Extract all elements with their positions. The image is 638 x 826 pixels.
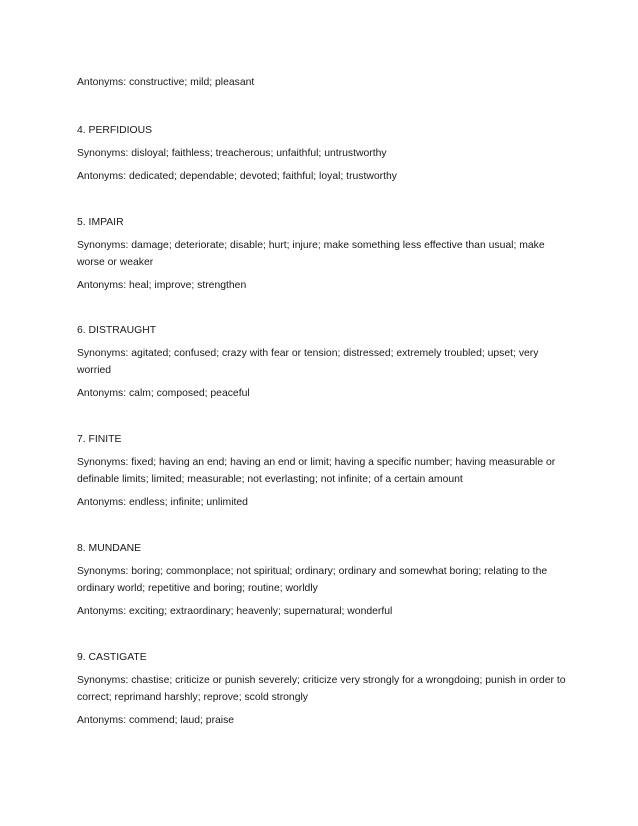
entry-heading: 8. MUNDANE <box>77 543 142 554</box>
antonyms-line: Antonyms: heal; improve; strengthen <box>77 280 247 291</box>
synonyms-line: Synonyms: disloyal; faithless; treacherous; unfaithful; untrustworthy <box>77 148 387 159</box>
antonyms-line: Antonyms: commend; laud; praise <box>77 715 235 726</box>
entry-heading: 9. CASTIGATE <box>77 652 147 663</box>
entry-heading: 6. DISTRAUGHT <box>77 325 157 336</box>
antonyms-line: Antonyms: constructive; mild; pleasant <box>77 77 255 88</box>
synonyms-line: Synonyms: fixed; having an end; having an end or limit; having a specific number; having measurable or definable limits; limited; measurable; not everlasting; not infinite; of a certain amount <box>77 457 556 485</box>
synonyms-line: Synonyms: agitated; confused; crazy with fear or tension; distressed; extremely troubled; upset; very worried <box>77 348 539 376</box>
antonyms-line: Antonyms: calm; composed; peaceful <box>77 388 250 399</box>
entry-heading: 4. PERFIDIOUS <box>77 125 153 136</box>
antonyms-line: Antonyms: exciting; extraordinary; heavenly; supernatural; wonderful <box>77 606 393 617</box>
antonyms-line: Antonyms: endless; infinite; unlimited <box>77 497 248 508</box>
entry-heading: 7. FINITE <box>77 434 122 445</box>
entry-heading: 5. IMPAIR <box>77 217 124 228</box>
antonyms-line: Antonyms: dedicated; dependable; devoted; faithful; loyal; trustworthy <box>77 171 397 182</box>
synonyms-line: Synonyms: boring; commonplace; not spiritual; ordinary; ordinary and somewhat boring; relating to the ordinary world; repetitive and boring; routine; worldly <box>77 566 548 594</box>
synonyms-line: Synonyms: damage; deteriorate; disable; hurt; injure; make something less effective than usual; make worse or weaker <box>77 240 545 268</box>
synonyms-line: Synonyms: chastise; criticize or punish severely; criticize very strongly for a wrongdoing; punish in order to correct; reprimand harshly; reprove; scold strongly <box>77 675 566 703</box>
